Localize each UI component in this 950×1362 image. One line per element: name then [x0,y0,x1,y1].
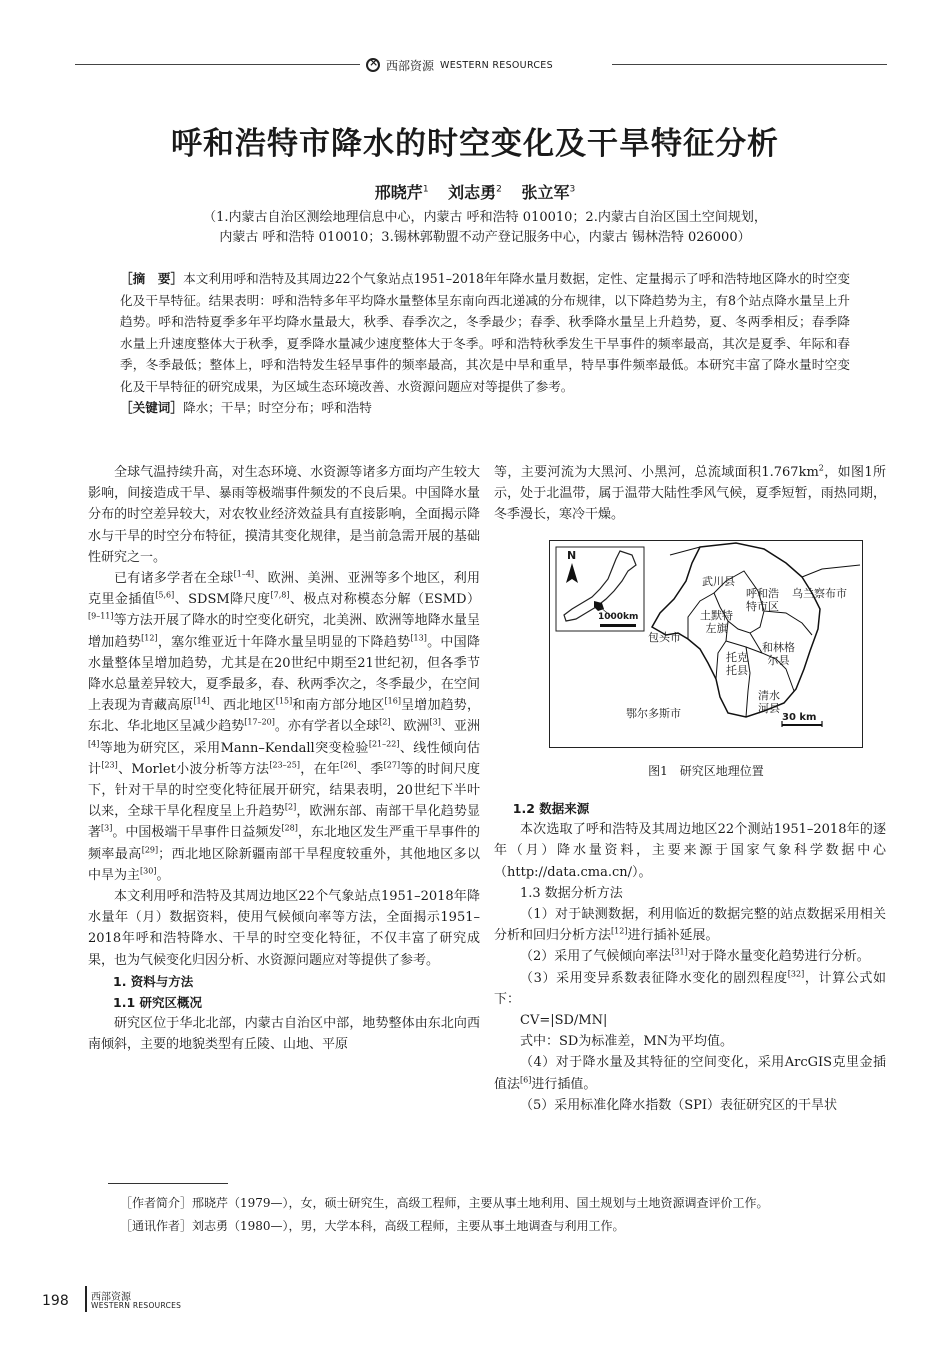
paragraph: （4）对于降水量及其特征的空间变化，采用ArcGIS克里金插值法[6]进行插值。 [494,1055,886,1092]
subsection-heading: 1.3 数据分析方法 [520,885,623,901]
footer-journal-en: WESTERN RESOURCES [91,1301,182,1310]
header-rule-right [612,64,887,65]
map-label-tuoketuo: 托克 托县 [726,651,748,677]
map-label-huhehaote: 呼和浩 特市区 [746,587,779,613]
page-number: 198 [42,1293,69,1309]
formula-note: 式中：SD为标准差，MN为平均值。 [520,1034,734,1050]
body-right-column [494,462,886,526]
affiliation-line-1: （1.内蒙古自治区测绘地理信息中心，内蒙古 呼和浩特 010010；2.内蒙古自治区国土空间规划， [203,210,767,225]
map-label-baotou: 包头市 [648,631,681,644]
affiliation-line-2: 内蒙古 呼和浩特 010010；3.锡林郭勒盟不动产登记服务中心，内蒙古 锡林浩特 026000） [219,230,751,245]
study-area-map [549,540,863,748]
map-label-tumote: 土默特 左旗 [700,609,733,635]
journal-logo-icon [366,58,380,72]
paragraph: （5）采用标准化降水指数（SPI）表征研究区的干旱状 [520,1097,838,1113]
footer-divider [85,1286,87,1312]
map-label-wulanchabu: 乌兰察布市 [792,587,847,600]
paragraph: （2）采用了气候倾向率法[31]对于降水量变化趋势进行分析。 [520,948,870,965]
map-label-wuchuan: 武川县 [702,575,735,588]
journal-name-cn: 西部资源 [386,58,435,73]
study-area-boundary [652,543,820,717]
paragraph: 本文利用呼和浩特及其周边地区22个气象站点1951–2018年降水量年（月）数据资料，使用气候倾向率等方法，全面揭示1951–2018年呼和浩特降水、干旱的时空变化特征，不仅丰富了研究成果，也为气候变化归因分析、水资源问题应对等提供了参考。 [88,889,480,968]
region-boundary [802,565,860,577]
paragraph: 全球气温持续升高，对生态环境、水资源等诸多方面均产生较大影响，间接造成干旱、暴雨等极端事件频发的不良后果。中国降水量分布的时空差异较大，对农牧业经济效益具有直接影响，全面揭示降水与干旱的时空分布特征，摸清其变化规律，是当前急需开展的基础性研究之一。 [88,465,480,565]
map-label-qingshuihe: 清水 河县 [758,689,780,715]
paragraph: 等，主要河流为大黑河、小黑河，总流域面积$1.767km^2$，如图1所示，处于北温带，属于温带大陆性季风气候，夏季短暂，雨热同期，冬季漫长，寒冷干燥。 [494,463,887,523]
footnote-rule [108,1183,228,1184]
paragraph: 研究区位于华北北部，内蒙古自治区中部，地势整体由东北向西南倾斜，主要的地貌类型有丘陵、山地、平原 [88,1016,480,1053]
abstract-text: 本文利用呼和浩特及其周边22个气象站点1951–2018年年降水量月数据，定性、定量揭示了呼和浩特地区降水的时空变化及干旱特征。结果表明：呼和浩特多年平均降水量整体呈东南向西北递减的分布规律，以下降趋势为主，有8个站点降水量呈上升趋势。呼和浩特夏季多年平均降水量最大，秋季、春季次之，冬季最少；春季、秋季降水量呈上升趋势，夏、冬两季相反；春季降水量上升速度整体大于秋季，夏季降水量减少速度整体大于冬季。呼和浩特秋季发生干旱事件的频率最高，其次是夏季、年际和春季，冬季最低；整体上，呼和浩特发生轻旱事件的频率最高，其次是中旱和重旱，特旱事件频率最低。本研究丰富了降水量时空变化及干旱特征的研究成果，为区域生态环境改善、水资源问题应对等提供了参考。 [120,271,850,394]
map-label-eerduosi: 鄂尔多斯市 [626,707,681,720]
region-boundary [670,547,700,555]
corresponding-author-footnote: ［通讯作者］刘志勇（1980—），男，大学本科，高级工程师，主要从事土地调查与利用工作。 [120,1219,625,1233]
keywords-text: 降水；干旱；时空分布；呼和浩特 [182,400,372,415]
footer-journal-cn: 西部资源 [91,1292,131,1303]
paragraph: （3）采用变异系数表征降水变化的剧烈程度[32]，计算公式如下： [494,969,886,1007]
paper-title: 呼和浩特市降水的时空变化及干旱特征分析 [171,126,779,162]
author-name: 邢晓芹 [374,183,423,202]
journal-header [366,55,606,75]
paragraph: 本次选取了呼和浩特及其周边地区22个测站1951–2018年的逐年（月）降水量资料，主要来源于国家气象科学数据中心（http://data.cma.cn/）。 [494,822,886,880]
abstract-label: ［摘 要］ [120,271,184,286]
subsection-heading: 1.2 数据来源 [512,801,590,816]
keywords-label: ［关键词］ [120,400,183,415]
formula: CV=|SD/MN| [520,1013,608,1029]
author-name: 刘志勇 [448,183,497,202]
map-label-scale: 30 km [782,712,817,723]
body-left-column [88,462,480,1056]
body-right-column-lower [494,798,886,1116]
figure-caption: 图1 研究区地理位置 [648,764,764,778]
author-list: 邢晓芹$^1$ 刘志勇$^2$ 张立军$^3$ [374,183,576,202]
subsection-heading: 1.1 研究区概况 [113,995,202,1011]
section-heading: 1. 资料与方法 [113,973,194,989]
abstract [120,268,850,419]
author-bio-footnote: ［作者简介］邢晓芹（1979—），女，硕士研究生，高级工程师，主要从事土地利用、国土规划与土地资源调查评价工作。 [120,1196,769,1210]
map-label-north: N [567,549,577,562]
author-name: 张立军 [521,183,570,202]
map-label-inset-scale: 1000km [598,612,639,622]
header-rule-left [75,64,360,65]
paragraph: （1）对于缺测数据，利用临近的数据完整的站点数据采用相关分析和回归分析方法[12]进行插补延展。 [494,907,886,944]
inset-scale-bar [600,624,636,627]
journal-name-en: WESTERN RESOURCES [440,59,553,71]
map-label-helinge: 和林格 尔县 [762,641,795,667]
paragraph: 已有诸多学者在全球[1–4]、欧洲、美洲、亚洲等多个地区，利用克里金插值[5,6]、SDSM降尺度[7,8]、极点对称模态分解（ESMD）[9–11]等方法开展了降水的时空变化研究，北美洲、欧洲等地降水量呈增加趋势[12]，塞尔维亚近十年降水量呈明显的下降趋势[13]。中国降水量整体呈增加趋势，尤其是在20世纪中期至21世纪初，但各季节降水总量差异较大，夏季最多，春、秋两季次之，冬季最少，在空间上表现为青藏高原[14]、西北地区[15]和南方部分地区[16]呈增加趋势，东北、华北地区呈减少趋势[17–20]。亦有学者以全球[2]、欧洲[3]、亚洲[4]等地为研究区，采用Mann–Kendall突变检验[21–22]、线性倾向估计[23]、Morlet小波分析等方法[23–25]，在年[26]、季[27]等的时间尺度下，针对干旱的时空变化特征展开研究，结果表明，20世纪下半叶以来，全球干旱化程度呈上升趋势[2]，欧洲东部、南部干旱化趋势显著[3]。中国极端干旱事件日益频发[28]，东北地区发生严重干旱事件的频率最高[29]；西北地区除新疆南部干旱程度较重外，其他地区多以中旱为主[30]。 [88,569,480,883]
